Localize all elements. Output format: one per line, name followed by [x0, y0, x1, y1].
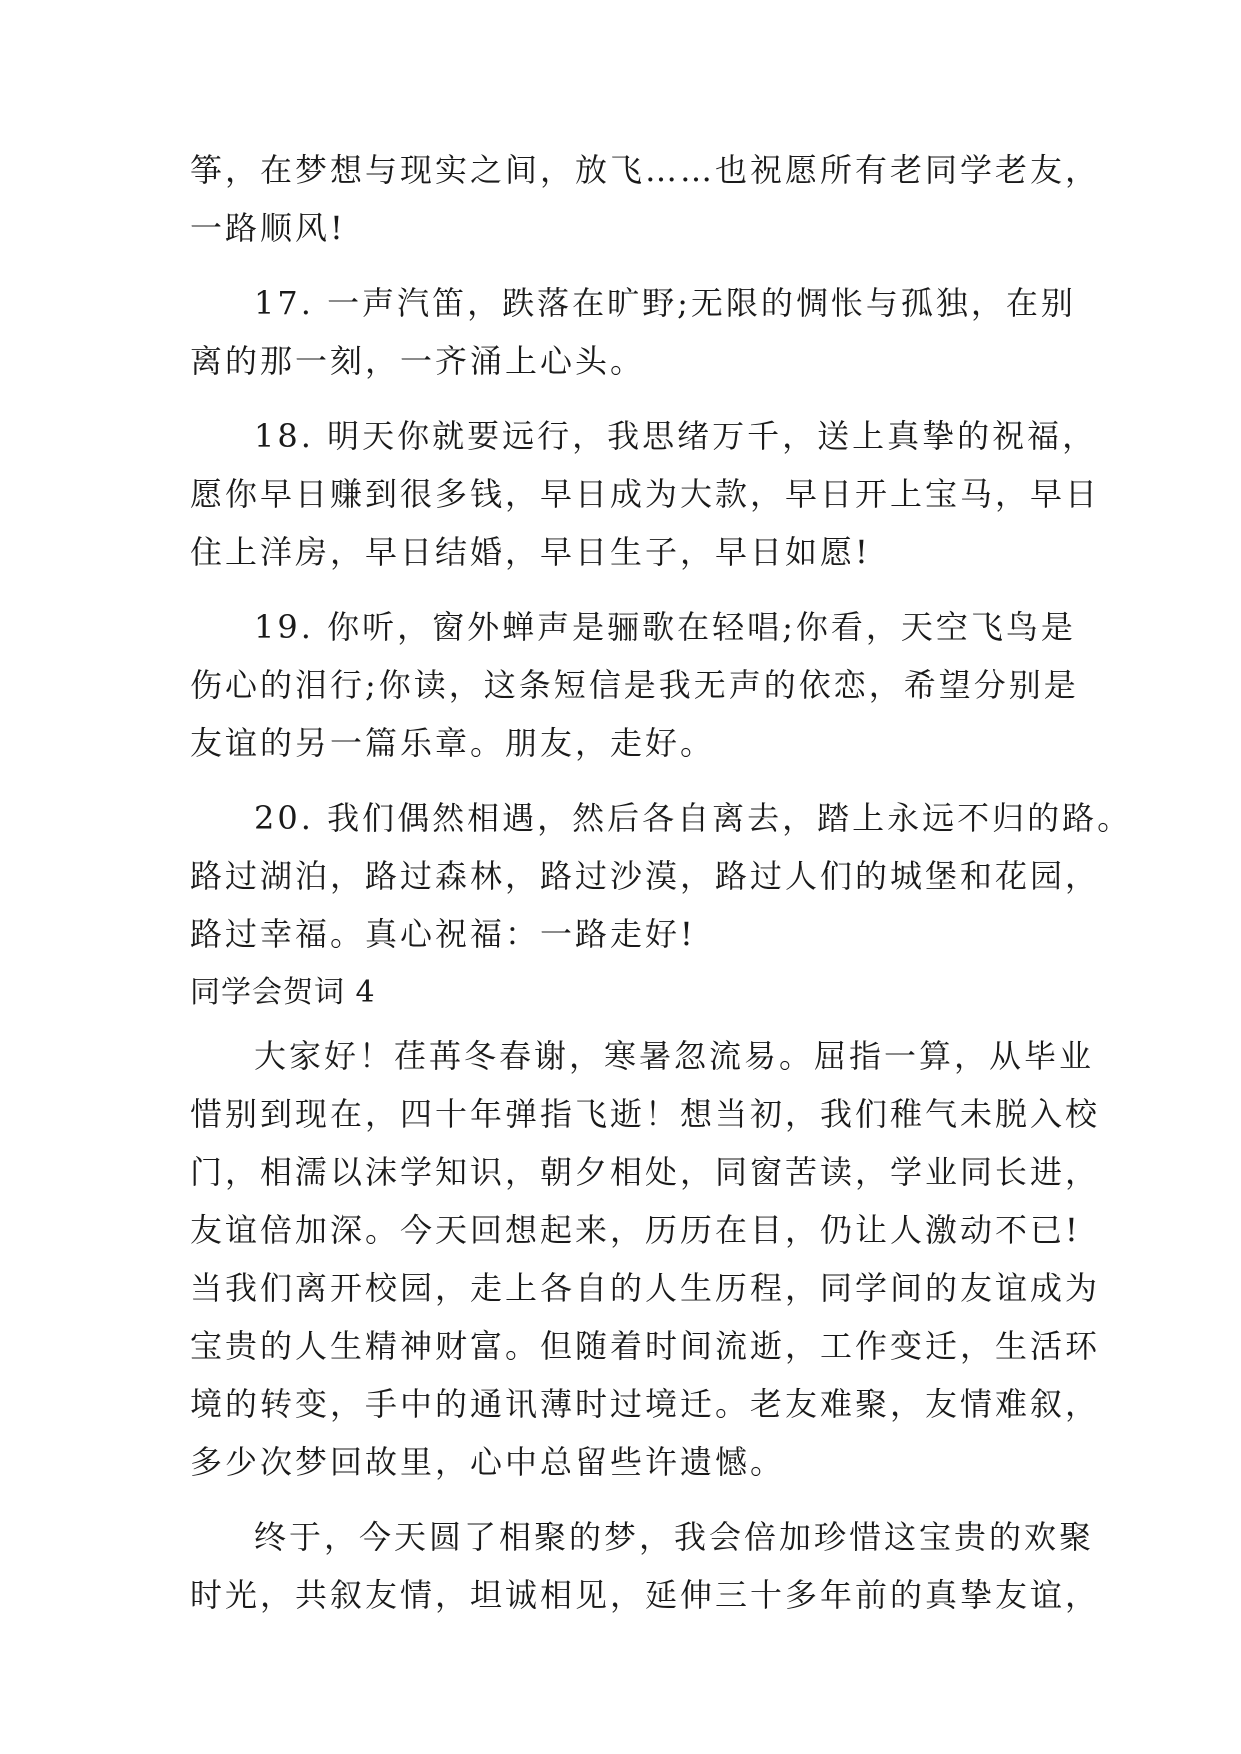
- paragraph-line: 多少次梦回故里，心中总留些许遗憾。: [190, 1443, 786, 1481]
- paragraph-line: 境的转变，手中的通讯薄时过境迁。老友难聚，友情难叙，: [190, 1385, 1101, 1423]
- paragraph-line: 友谊的另一篇乐章。朋友，走好。: [190, 724, 716, 762]
- paragraph-line: 住上洋房，早日结婚，早日生子，早日如愿!: [190, 533, 871, 571]
- paragraph-line: 20. 我们偶然相遇，然后各自离去，踏上永远不归的路。: [254, 799, 1133, 837]
- paragraph-line: 一路顺风!: [190, 209, 346, 247]
- paragraph-line: 愿你早日赚到很多钱，早日成为大款，早日开上宝马，早日: [190, 475, 1101, 513]
- paragraph-line: 路过幸福。真心祝福：一路走好!: [190, 915, 696, 953]
- paragraph-line: 友谊倍加深。今天回想起来，历历在目，仍让人激动不已!: [190, 1211, 1081, 1249]
- paragraph-line: 17. 一声汽笛，跌落在旷野;无限的惆怅与孤独，在别: [254, 284, 1076, 322]
- paragraph-line: 大家好！荏苒冬春谢，寒暑忽流易。屈指一算，从毕业: [254, 1037, 1095, 1075]
- paragraph-line: 惜别到现在，四十年弹指飞逝！想当初，我们稚气未脱入校: [190, 1095, 1101, 1133]
- paragraph-line: 18. 明天你就要远行，我思绪万千，送上真挚的祝福，: [254, 417, 1098, 455]
- paragraph-line: 终于，今天圆了相聚的梦，我会倍加珍惜这宝贵的欢聚: [254, 1518, 1095, 1556]
- paragraph-line: 时光，共叙友情，坦诚相见，延伸三十多年前的真挚友谊，: [190, 1576, 1101, 1614]
- paragraph-line: 路过湖泊，路过森林，路过沙漠，路过人们的城堡和花园，: [190, 857, 1101, 895]
- paragraph-line: 宝贵的人生精神财富。但随着时间流逝，工作变迁，生活环: [190, 1327, 1101, 1365]
- paragraph-line: 伤心的泪行;你读，这条短信是我无声的依恋，希望分别是: [190, 666, 1079, 704]
- paragraph-line: 19. 你听，窗外蝉声是骊歌在轻唱;你看，天空飞鸟是: [254, 608, 1076, 646]
- paragraph-line: 门，相濡以沫学知识，朝夕相处，同窗苦读，学业同长进，: [190, 1153, 1101, 1191]
- paragraph-line: 筝，在梦想与现实之间，放飞……也祝愿所有老同学老友，: [190, 151, 1101, 189]
- section-heading: 同学会贺词 4: [190, 975, 376, 1010]
- paragraph-line: 当我们离开校园，走上各自的人生历程，同学间的友谊成为: [190, 1269, 1101, 1307]
- paragraph-line: 离的那一刻，一齐涌上心头。: [190, 342, 646, 380]
